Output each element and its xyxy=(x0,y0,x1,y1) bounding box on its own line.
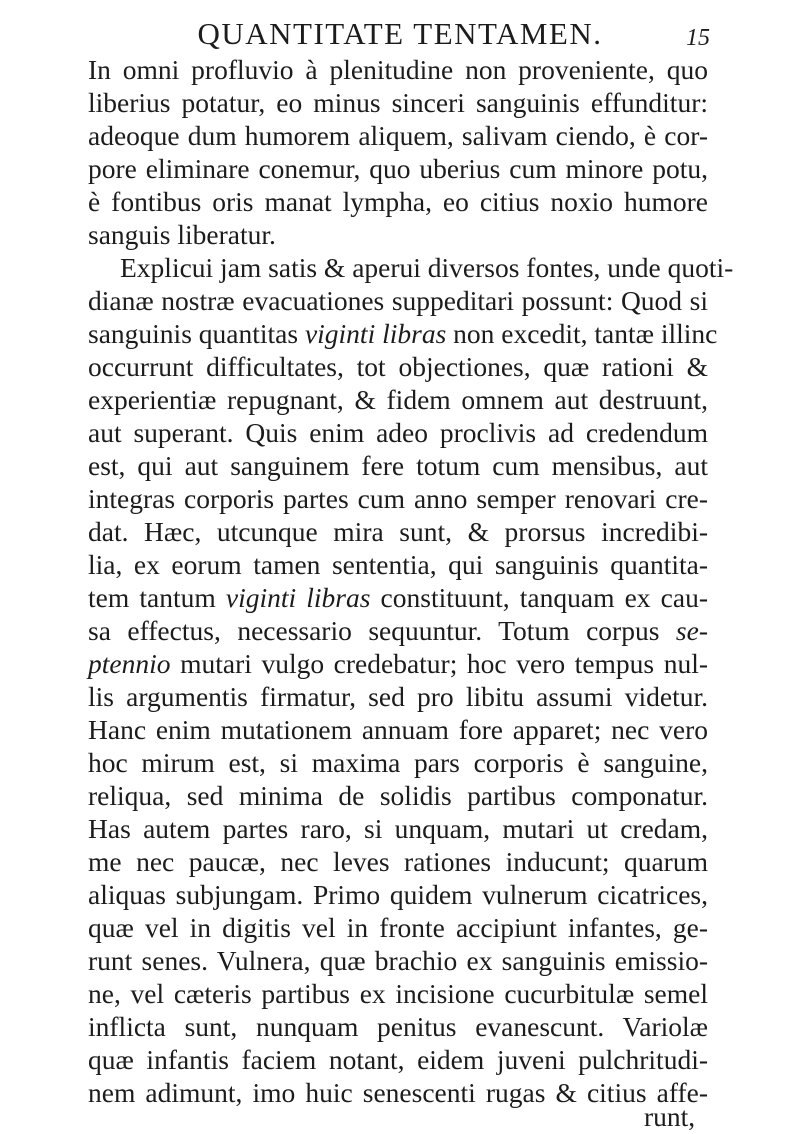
text-line: aliquas subjungam. Primo quidem vulnerum cicatrices, xyxy=(88,879,708,910)
text-line: liberius potatur, eo minus sinceri sanguinis effunditur: xyxy=(88,87,708,118)
text-line: est, qui aut sanguinem fere totum cum mensibus, aut xyxy=(88,450,708,481)
text-line: dat. Hæc, utcunque mira sunt, & prorsus incredibi- xyxy=(88,516,708,547)
text-line: inflicta sunt, nunquam penitus evanescunt. Variolæ xyxy=(88,1011,708,1042)
text-line: hoc mirum est, si maxima pars corporis è sanguine, xyxy=(88,747,708,778)
running-head: QUANTITATE TENTAMEN. xyxy=(197,16,603,51)
text-line: nem adimunt, imo huic senescenti rugas & citius affe- xyxy=(88,1077,708,1108)
text-line: occurrunt difficultates, tot objectiones, quæ rationi & xyxy=(88,351,708,382)
text-line: ne, vel cæteris partibus ex incisione cucurbitulæ semel xyxy=(88,978,708,1009)
text-line: me nec paucæ, nec leves rationes inducunt; quarum xyxy=(88,846,708,877)
text-line: experientiæ repugnant, & fidem omnem aut destruunt, xyxy=(88,384,708,415)
text-line: tem tantum viginti libras constituunt, tanquam ex cau- xyxy=(88,582,708,613)
text-line: è fontibus oris manat lympha, eo citius noxio humore xyxy=(88,186,708,217)
text-line: quæ infantis faciem notant, eidem juveni pulchritudi- xyxy=(88,1044,708,1075)
text-line: pore eliminare conemur, quo uberius cum minore potu, xyxy=(88,153,708,184)
catchword: runt, xyxy=(644,1101,696,1132)
text-line: sanguinis quantitas viginti libras non excedit, tantæ illinc xyxy=(88,318,718,349)
text-line: Explicui jam satis & aperui diversos fontes, unde quoti- xyxy=(120,252,734,283)
text-line: sa effectus, necessario sequuntur. Totum corpus se- xyxy=(88,615,708,646)
text-line: dianæ nostræ evacuationes suppeditari possunt: Quod si xyxy=(88,285,708,316)
text-line: Has autem partes raro, si unquam, mutari ut credam, xyxy=(88,813,708,844)
text-line: integras corporis partes cum anno semper renovari cre- xyxy=(88,483,708,514)
text-line: Hanc enim mutationem annuam fore apparet; nec vero xyxy=(88,714,708,745)
text-line: runt senes. Vulnera, quæ brachio ex sanguinis emissio- xyxy=(88,945,708,976)
text-line: ptennio mutari vulgo credebatur; hoc vero tempus nul- xyxy=(88,648,708,679)
text-line: adeoque dum humorem aliquem, salivam ciendo, è cor- xyxy=(88,120,708,151)
text-line: aut superant. Quis enim adeo proclivis ad credendum xyxy=(88,417,708,448)
text-line: reliqua, sed minima de solidis partibus componatur. xyxy=(88,780,708,811)
text-line: sanguis liberatur. xyxy=(88,219,276,250)
text-line: In omni profluvio à plenitudine non proveniente, quo xyxy=(88,54,708,85)
text-line: quæ vel in digitis vel in fronte accipiunt infantes, ge- xyxy=(88,912,708,943)
page-number: 15 xyxy=(686,25,710,51)
text-line: lis argumentis firmatur, sed pro libitu assumi videtur. xyxy=(88,681,708,712)
text-line: lia, ex eorum tamen sententia, qui sanguinis quantita- xyxy=(88,549,708,580)
